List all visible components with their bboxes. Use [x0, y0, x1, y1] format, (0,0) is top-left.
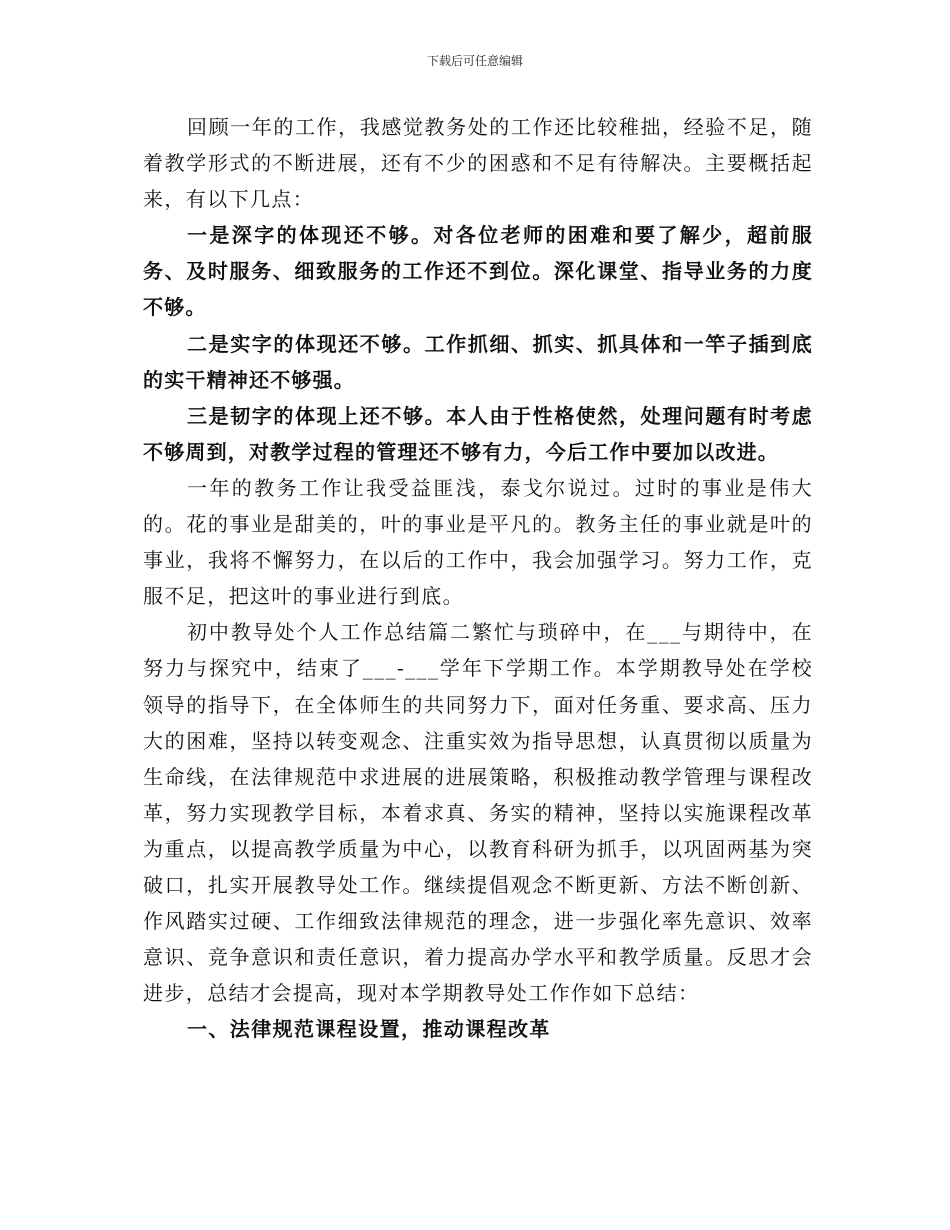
paragraph-reflection: 一年的教务工作让我受益匪浅，泰戈尔说过。过时的事业是伟大的。花的事业是甜美的，叶的事业是平凡的。教务主任的事业就是叶的事业，我将不懈努力，在以后的工作中，我会加强学习。努力工作，克服不足，把这叶的事业进行到底。: [143, 475, 813, 609]
document-body: [143, 109, 813, 1047]
paragraph-summary-part-two: 初中教导处个人工作总结篇二繁忙与琐碎中，在___与期待中，在努力与探究中，结束了___-___学年下学期工作。本学期教导处在学校领导的指导下，在全体师生的共同努力下，面对任务重、要求高、压力大的困难，坚持以转变观念、注重实效为指导思想，认真贯彻以质量为生命线，在法律规范中求进展的进展策略，积极推动教学管理与课程改革，努力实现教学目标，本着求真、务实的精神，坚持以实施课程改革为重点，以提高教学质量为中心，以教育科研为抓手，以巩固两基为突破口，扎实开展教导处工作。继续提倡观念不断更新、方法不断创新、作风踏实过硬、工作细致法律规范的理念，进一步强化率先意识、效率意识、竞争意识和责任意识，着力提高办学水平和教学质量。反思才会进步，总结才会提高，现对本学期教导处工作作如下总结：: [143, 620, 813, 1006]
page-header-note: 下载后可任意编辑: [426, 54, 523, 68]
paragraph-point-two: 二是实字的体现还不够。工作抓细、抓实、抓具体和一竿子插到底的实干精神还不够强。: [143, 331, 813, 392]
paragraph-review-intro: 回顾一年的工作，我感觉教务处的工作还比较稚拙，经验不足，随着教学形式的不断进展，还有不少的困惑和不足有待解决。主要概括起来，有以下几点：: [143, 115, 813, 212]
section-heading-curriculum: 一、法律规范课程设置，推动课程改革: [187, 1017, 551, 1042]
paragraph-point-one: 一是深字的体现还不够。对各位老师的困难和要了解少，超前服务、及时服务、细致服务的工作还不到位。深化课堂、指导业务的力度不够。: [143, 223, 813, 320]
paragraph-point-three: 三是韧字的体现上还不够。本人由于性格使然，处理问题有时考虑不够周到，对教学过程的管理还不够有力，今后工作中要加以改进。: [143, 403, 813, 464]
